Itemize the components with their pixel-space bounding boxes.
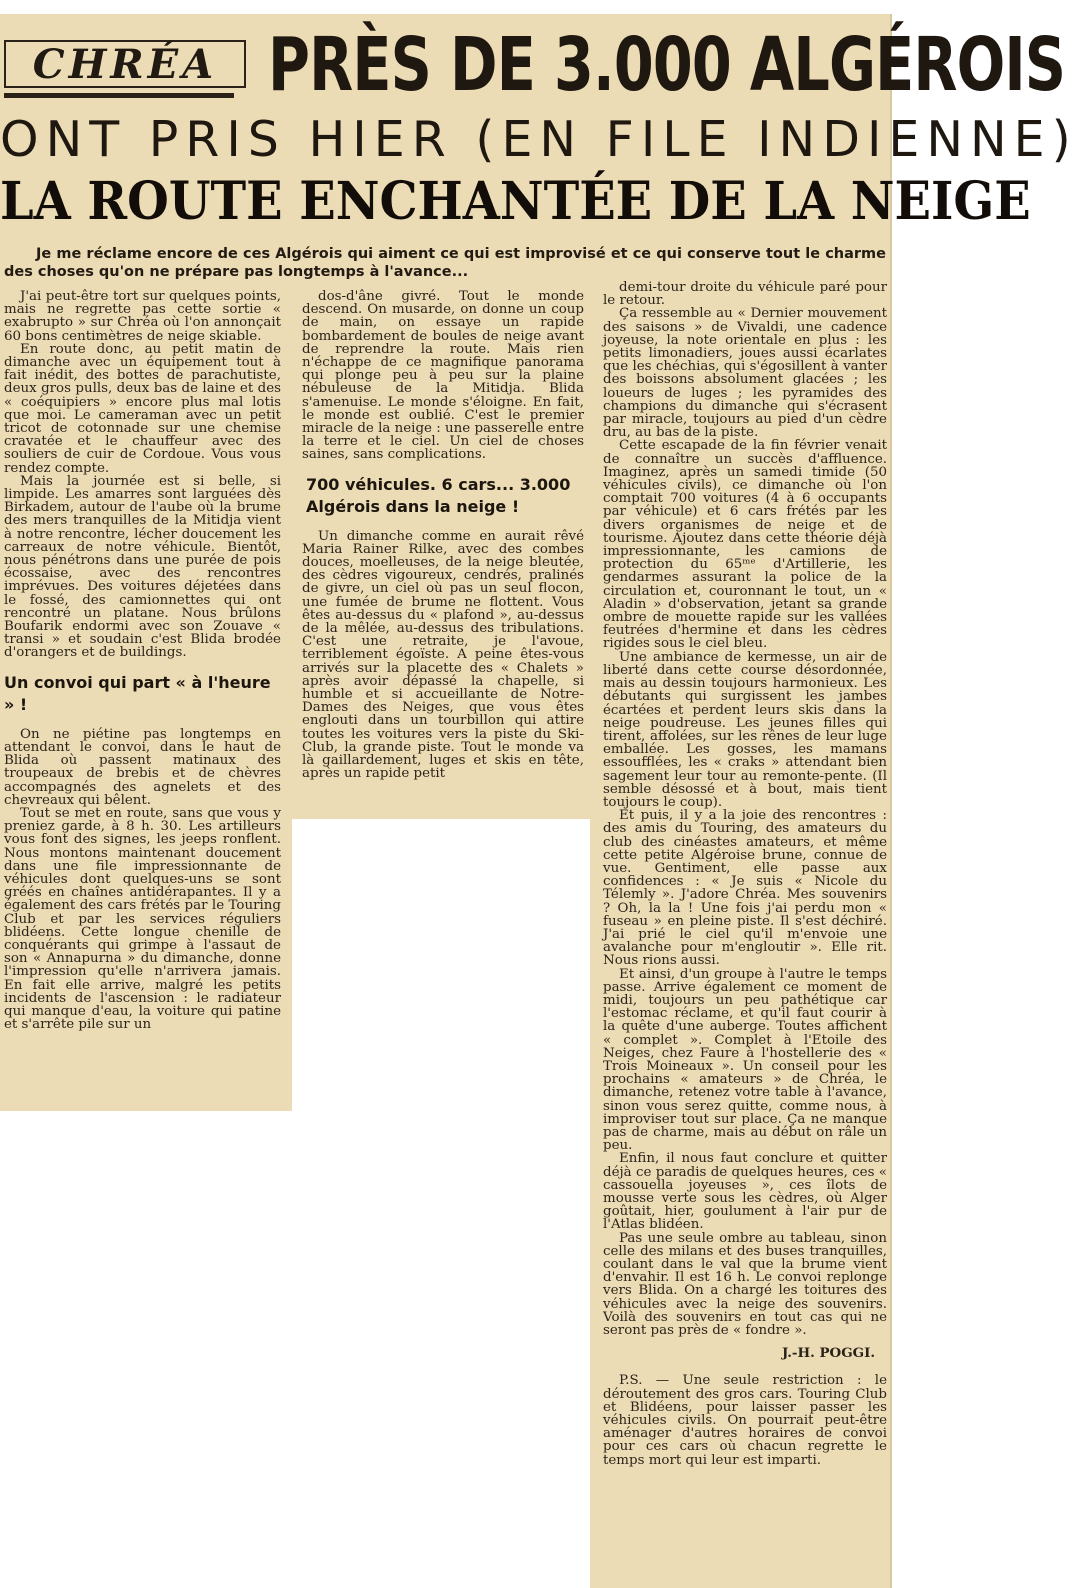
paragraph: Pas une seule ombre au tableau, sinon celle des milans et des buses tranquilles, coulant dans le val que la brume vient d'envahir. Il est 16 h. Le convoi replonge vers Blida. On a chargé les toitures des véhicules avec la neige des souvenirs. Voilà des souvenirs en tout cas qui ne seront pas près de « fondre ». (603, 1230, 887, 1339)
paragraph: Tout se met en route, sans que vous y preniez garde, à 8 h. 30. Les artilleurs vous font des signes, les jeeps ronflent. Nous montons maintenant doucement dans une file impressionnante de véhicules dont quelques-uns se sont gréés en chaînes antidérapantes. Il y a également des cars frétés par le Touring Club et par les services réguliers blidéens. Cette longue chenille de conquérants qui grimpe à l'assaut de son « Annapurna » du dimanche, donne l'impression qu'elle n'arrivera jamais. En fait elle arrive, malgré les petits incidents de l'ascension : le radiateur qui manque d'eau, la voiture qui patine et s'arrête pile sur un (4, 805, 281, 1033)
paragraph: Enfin, il nous faut conclure et quitter déjà ce paradis de quelques heures, ces « cassouella joyeuses », ces îlots de mousse verte sous les cèdres, où Alger goûtait, hier, goulument à l'air pur de l'Atlas blidéen. (603, 1151, 887, 1233)
paragraph: dos-d'âne givré. Tout le monde descend. On musarde, on donne un coup de main, on essaye un rapide bombardement de boules de neige avant de reprendre la route. Mais rien n'échappe de ce magnifique panorama qui plonge peu à peu sur la plaine nébuleuse de la Mitidja. Blida s'amenuise. Le monde s'éloigne. En fait, le monde est oublié. C'est le premier miracle de la neige : une passerelle entre la terre et le ciel. Un ciel de choses saines, sans complications. (302, 289, 584, 463)
kicker: CHRÉA (32, 40, 218, 88)
clipping-edge (890, 14, 892, 1588)
paragraph: demi-tour droite du véhicule paré pour le retour. (603, 280, 887, 309)
paragraph: Ça ressemble au « Dernier mouvement des saisons » de Vivaldi, une cadence joyeuse, la note orientale en plus : les petits limonadiers, joues aussi écarlates que les chéchias, qui s'égosillent à vanter des boissons absolument glacées ; les loueurs de luges ; les pyramides des champions du dimanche qui s'écrasent par miracle, toujours au pied d'un cèdre dru, au bas de la piste. (603, 306, 887, 441)
paragraph: En route donc, au petit matin de dimanche avec un équipement tout à fait inédit, des bottes de parachutiste, deux gros pulls, deux bas de laine et des « coéquipiers » encore plus mal lotis que moi. Le cameraman avec un petit tricot de cotonnade sur une chemise cravatée et le chauffeur avec des souliers de cuir de Cordoue. Vous vous rendez compte. (4, 341, 281, 476)
kicker-underline (4, 93, 234, 98)
column-2 (302, 290, 584, 781)
paragraph: Cette escapade de la fin février venait de connaître un succès d'affluence. Imaginez, après un samedi timide (50 véhicules civils), ce dimanche où l'on comptait 700 voitures (4 à 6 occupants par véhicule) et 6 cars frétés par les divers organismes de neige et de tourisme. Ajoutez dans cette théorie déjà impressionnante, les camions de protection du 65ᵐᵉ d'Artillerie, les gendarmes assurant la police de la circulation et, couronnant le tout, un « Aladin » d'observation, jetant sa grande ombre de mouette rapide sur les vallées feutrées d'hermine et dans les cèdres rigides sous le ciel bleu. (603, 438, 887, 652)
headline-line-2: ONT PRIS HIER (EN FILE INDIENNE) (0, 111, 1078, 168)
postscript: P.S. — Une seule restriction : le déroutement des gros cars. Touring Club et Blidéens, pour laisser passer les véhicules civils. On pourrait peut-être aménager d'autres horaires de convoi pour ces cars où chacun regrette le temps mort qui leur est imparti. (603, 1373, 887, 1468)
paragraph: Mais la journée est si belle, si limpide. Les amarres sont larguées dès Birkadem, autour de l'aube où la brume des mers tranquilles de la Mitidja vient à notre rencontre, lécher doucement les carreaux de notre véhicule. Bientôt, nous pénétrons dans une purée de pois écossaise, avec des rencontres imprévues. Des voitures déjetées dans le fossé, des camionnettes qui ont rencontré un platane. Nous brûlons Boufarik endormi avec son Zouave « transi » et soudain c'est Blida brodée d'orangers et de buildings. (4, 473, 281, 661)
subheading: Un convoi qui part « à l'heure » ! (4, 672, 271, 714)
headline-line-3: LA ROUTE ENCHANTÉE DE LA NEIGE (0, 171, 1031, 232)
paragraph: Et puis, il y a la joie des rencontres : des amis du Touring, des amateurs du club des cinéastes amateurs, et même cette petite Algéroise brune, connue de vue. Gentiment, elle passe aux confidences : « Je suis « Nicole du Télemly ». J'adore Chréa. Mes souvenirs ? Oh, la la ! Une fois j'ai perdu mon « fuseau » en pleine piste. Il s'est déchiré. J'ai prié le ciel qu'il m'envoie une avalanche pour m'engloutir ». Elle rit. Nous rions aussi. (603, 808, 887, 969)
paragraph: Une ambiance de kermesse, un air de liberté dans cette course désordonnée, mais au dessin toujours harmonieux. Les débutants qui surgissent les jambes écartées et perdent leurs skis dans la neige poudreuse. Les jeunes filles qui tirent, affolées, sur les rênes de leur luge emballée. Les gosses, les mamans essoufflées, les « craks » attendant bien sagement leur tour au remonte-pente. (Il semble désossé et à bout, mais tient toujours le coup). (603, 649, 887, 810)
paragraph: Un dimanche comme en aurait rêvé Maria Rainer Rilke, avec des combes douces, moelleuses, de la neige bleutée, des cèdres vigoureux, cendrés, pralinés de givre, un ciel où pas un seul flocon, une fumée de brume ne flottent. Vous êtes au-dessus du « plafond », au-dessus de la mêlée, au-dessus des tribulations. C'est une retraite, je l'avoue, terriblement égoïste. A peine êtes-vous arrivés sur la placette des « Chalets » après avoir dépassé la chapelle, si humble et si accueillante de Notre-Dames des Neiges, que vous êtes englouti dans un tourbillon qui attire toutes les voitures vers la piste du Ski-Club, la grande piste. Tout le monde va là gaillardement, luges et skis en tête, après un rapide petit (302, 528, 584, 782)
kicker-box (4, 40, 246, 88)
paragraph: J'ai peut-être tort sur quelques points, mais ne regrette pas cette sortie « exabrupto » sur Chréa où l'on annonçait 60 bons centimètres de neige skiable. (4, 289, 281, 344)
paragraph: On ne piétine pas longtemps en attendant le convoi, dans le haut de Blida où passent matinaux des troupeaux de brebis et de chèvres accompagnés des agnelets et des chevreaux qui bêlent. (4, 726, 281, 808)
column-3 (603, 281, 887, 1467)
headline-line-1: PRÈS DE 3.000 ALGÉROIS (268, 22, 1066, 108)
paragraph: Et ainsi, d'un groupe à l'autre le temps passe. Arrive également ce moment de midi, toujours un peu pathétique car l'estomac réclame, et qu'il faut courir à la quête d'une auberge. Toutes affichent « complet ». Complet à l'Etoile des Neiges, chez Faure à l'hostellerie des « Trois Moineaux ». Un conseil pour les prochains « amateurs » de Chréa, le dimanche, retenez votre table à l'avance, sinon vous serez quitte, comme nous, à improviser tout sur place. Ça ne manque pas de charme, mais au début on râle un peu. (603, 966, 887, 1154)
column-1 (4, 290, 281, 1031)
intro-paragraph: Je me réclame encore de ces Algérois qui aiment ce qui est improvisé et ce qui conserve tout le charme des choses qu'on ne prépare pas longtemps à l'avance... (4, 246, 886, 280)
author-signature: J.-H. POGGI. (781, 1345, 875, 1362)
subheading: 700 véhicules. 6 cars... 3.000 Algérois dans la neige ! (306, 474, 571, 516)
